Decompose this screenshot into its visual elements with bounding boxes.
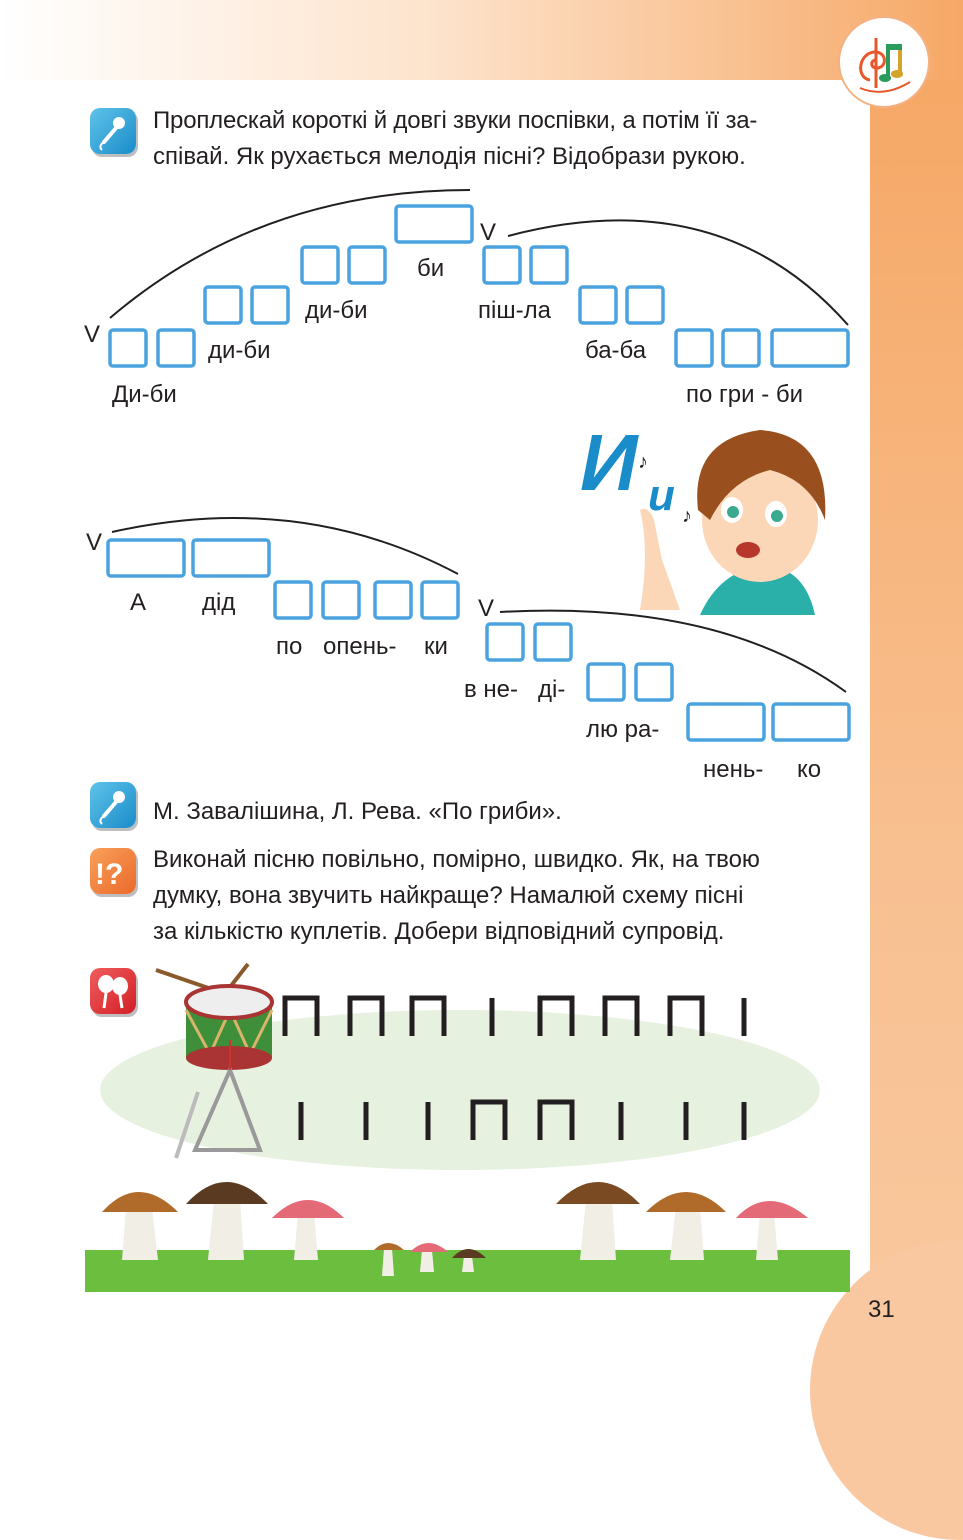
breath-mark: V: [478, 595, 495, 622]
short-note-box: [275, 582, 311, 618]
short-note-box: [535, 624, 571, 660]
short-note-box: [487, 624, 523, 660]
accompaniment-area: [80, 950, 870, 1300]
long-note-box: [108, 540, 184, 576]
small-letter: и: [648, 471, 675, 520]
short-note-box: [323, 582, 359, 618]
task1-line1: Проплескай короткі й довгі звуки поспівки, а потім її за-: [153, 107, 758, 134]
note-icon: ♪: [682, 505, 692, 527]
task2-line2: думку, вона звучить найкраще? Намалюй схему пісні: [153, 882, 744, 909]
task2-line1: Виконай пісню повільно, помірно, швидко. Як, на твою: [153, 846, 760, 873]
question-exclamation-icon: [90, 848, 136, 894]
big-letter: И: [580, 418, 638, 507]
svg-text:!?: !?: [95, 858, 124, 891]
short-note-box: [636, 664, 672, 700]
breath-mark: V: [84, 321, 101, 348]
syllable-label: ба-ба: [585, 337, 647, 364]
syllable-label: ки: [424, 633, 448, 660]
syllable-label: піш-ла: [478, 297, 551, 324]
syllable-label: нень-: [703, 756, 764, 783]
short-note-box: [588, 664, 624, 700]
task2-text: [153, 842, 853, 950]
short-note-box: [422, 582, 458, 618]
note-icon: ♪: [638, 451, 648, 473]
syllable-label: ко: [797, 756, 822, 783]
long-note-box: [193, 540, 269, 576]
syllable-label: ді-: [538, 676, 566, 703]
syllable-label: ди-би: [208, 337, 271, 364]
syllable-label: по гри - би: [686, 381, 803, 408]
syllable-label: Ди-би: [112, 381, 177, 408]
task1-line2: співай. Як рухається мелодія пісні? Відобрази рукою.: [153, 143, 746, 170]
long-note-box: [773, 704, 849, 740]
page-number: 31: [868, 1296, 895, 1323]
long-note-box: [688, 704, 764, 740]
syllable-label: опень-: [323, 633, 397, 660]
syllable-label: би: [417, 255, 445, 282]
syllable-label: дід: [202, 589, 236, 616]
syllable-label: лю ра-: [586, 716, 660, 743]
syllable-label: в не-: [464, 676, 519, 703]
syllable-label: А: [130, 589, 147, 616]
task2-line3: за кількістю куплетів. Добери відповідний супровід.: [153, 918, 725, 945]
short-note-box: [375, 582, 411, 618]
song-credit: М. Завалішина, Л. Рева. «По гриби».: [153, 798, 562, 825]
breath-mark: V: [480, 219, 497, 246]
syllable-label: ди-би: [305, 297, 368, 324]
microphone-icon: [90, 782, 136, 828]
syllable-label: по: [276, 633, 303, 660]
breath-mark: V: [86, 529, 103, 556]
